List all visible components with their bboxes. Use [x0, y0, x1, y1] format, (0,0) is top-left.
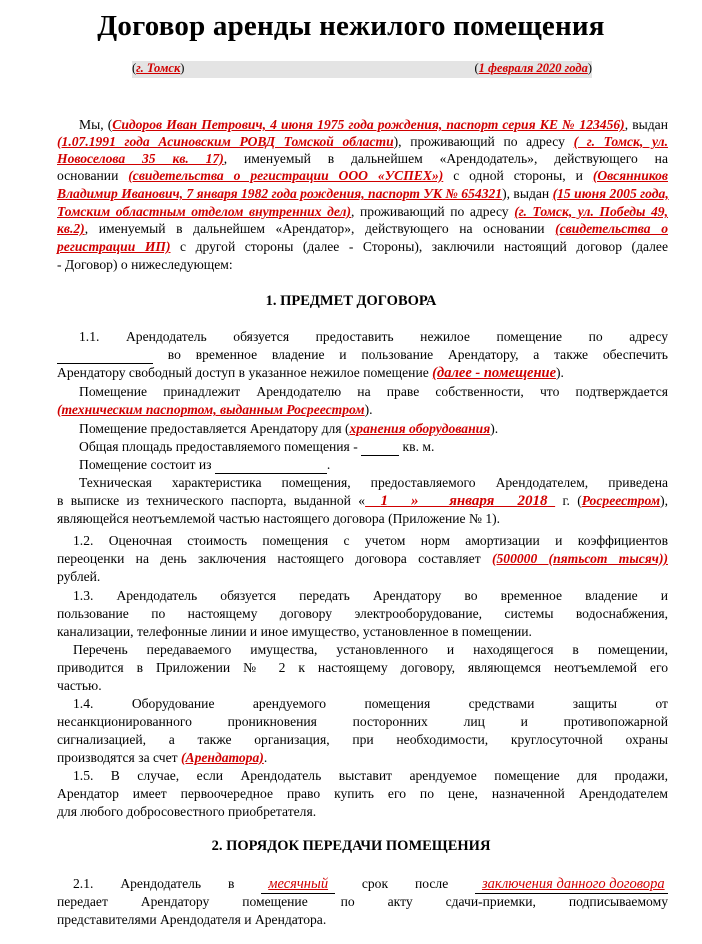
equipment-list-line-3: частью.	[57, 678, 102, 693]
clause-1-4-line-3: сигнализацией, а также организация, при необходимости, круглосуточной охраны	[57, 732, 668, 747]
preamble-line-1: Мы, (Сидоров Иван Петрович, 4 июня 1975 года рождения, паспорт серия КЕ № 123456), выдан	[79, 117, 668, 132]
area-blank	[361, 439, 399, 456]
document-title: Договор аренды нежилого помещения	[97, 10, 605, 42]
clause-1-1-line-1: 1.1. Арендодатель обязуется предоставить нежилое помещение по адресу	[79, 329, 668, 344]
tech-line-2: в выписке из технического паспорта, выданной « 1 » января 2018 г. (Росреестром),	[57, 493, 669, 509]
consists-line: Помещение состоит из .	[79, 457, 331, 472]
ownership-line-2: (техническим паспортом, выданным Росреестром).	[57, 402, 373, 417]
clause-1-4-line-2: несанкционированного проникновения посторонних лиц и противопожарной	[57, 714, 668, 729]
clause-1-3-line-1: 1.3. Арендодатель обязуется передать Арендатору во временное владение и	[73, 588, 668, 603]
clause-2-1-line-2: передает Арендатору помещение по акту сдачи-приемки, подписываемому	[57, 894, 668, 909]
tech-line-3: являющейся неотъемлемой частью настоящего договора (Приложение № 1).	[57, 511, 501, 526]
preamble-line-8: регистрации ИП) с другой стороны (далее - Стороны), заключили настоящий договор (далее	[57, 239, 668, 254]
equipment-list-line-1: Перечень передаваемого имущества, установленного и находящегося в помещении,	[73, 642, 668, 657]
event-field: заключения данного договора	[475, 876, 668, 894]
clause-2-1-line-1: 2.1. Арендодатель в месячный срок после заключения данного договора	[57, 876, 668, 894]
purpose-line: Помещение предоставляется Арендатору для (хранения оборудования).	[79, 421, 499, 436]
rooms-blank	[215, 457, 327, 474]
preamble-line-9: - Договор) о нижеследующем:	[57, 257, 233, 272]
preamble-line-2: (1.07.1991 года Асиновским РОВД Томской области), проживающий по адресу ( г. Томск, ул.	[57, 134, 668, 149]
section-2-heading: 2. ПОРЯДОК ПЕРЕДАЧИ ПОМЕЩЕНИЯ	[211, 838, 491, 854]
city-field: (г. Томск)	[132, 61, 185, 75]
preamble-line-4: основании (свидетельства о регистрации ООО «УСПЕХ») с одной стороны, и (Овсянников	[57, 168, 668, 183]
clause-1-1-line-2: во временное владение и пользование Арендатору, а также обеспечить	[57, 347, 668, 364]
preamble-line-5: Владимир Иванович, 7 января 1982 года рождения, паспорт УК № 654321), выдан (15 июня 2005 года,	[57, 186, 669, 201]
section-1-heading: 1. ПРЕДМЕТ ДОГОВОРА	[265, 293, 437, 309]
preamble-line-3: Новоселова 35 кв. 17), именуемый в дальнейшем «Арендодатель», действующего на	[57, 151, 668, 166]
clause-1-5-line-3: для любого добросовестного приобретателя.	[57, 804, 317, 819]
clause-1-4-line-1: 1.4. Оборудование арендуемого помещения средствами защиты от	[73, 696, 668, 711]
preamble-line-6: Томским областным отделом внутренних дел), проживающий по адресу (г. Томск, ул. Победы 49,	[57, 204, 668, 219]
equipment-list-line-2: приводится в Приложении № 2 к настоящему договору, являющемся неотъемлемой его	[57, 660, 668, 675]
clause-1-5-line-1: 1.5. В случае, если Арендодатель выставит арендуемое помещение для продажи,	[73, 768, 668, 783]
clause-1-2-line-2: переоценки на день заключения настоящего договора составляет (500000 (пятьсот тысяч))	[57, 551, 669, 566]
tech-line-1: Техническая характеристика помещения, предоставляемого Арендодателем, приведена	[79, 475, 668, 490]
clause-2-1-line-3: представителями Арендодателя и Арендатора.	[57, 912, 327, 927]
clause-1-3-line-2: пользование по настоящему договору электрооборудование, системы водоснабжения,	[57, 606, 668, 621]
clause-1-4-line-4: производятся за счет (Арендатора).	[57, 750, 268, 765]
clause-1-5-line-2: Арендатор имеет первоочередное право купить его по цене, назначенной Арендодателем	[57, 786, 668, 801]
area-line: Общая площадь предоставляемого помещения - кв. м.	[79, 439, 435, 454]
clause-1-2-line-1: 1.2. Оценочная стоимость помещения с учетом норм амортизации и коэффициентов	[73, 533, 668, 548]
ownership-line-1: Помещение принадлежит Арендодателю на праве собственности, что подтверждается	[79, 384, 668, 399]
place-date-line	[132, 61, 592, 78]
clause-1-3-line-3: канализации, телефонные линии и иное имущество, установленное в помещении.	[57, 624, 532, 639]
clause-1-2-line-3: рублей.	[57, 569, 101, 584]
term-field: месячный	[261, 876, 334, 894]
address-blank	[57, 347, 153, 364]
date-field: (1 февраля 2020 года)	[474, 61, 592, 75]
clause-1-1-line-3: Арендатору свободный доступ в указанное нежилое помещение (далее - помещение).	[57, 365, 564, 381]
preamble-line-7: кв.2), именуемый в дальнейшем «Арендатор», действующего на основании (свидетельства о	[57, 221, 668, 236]
